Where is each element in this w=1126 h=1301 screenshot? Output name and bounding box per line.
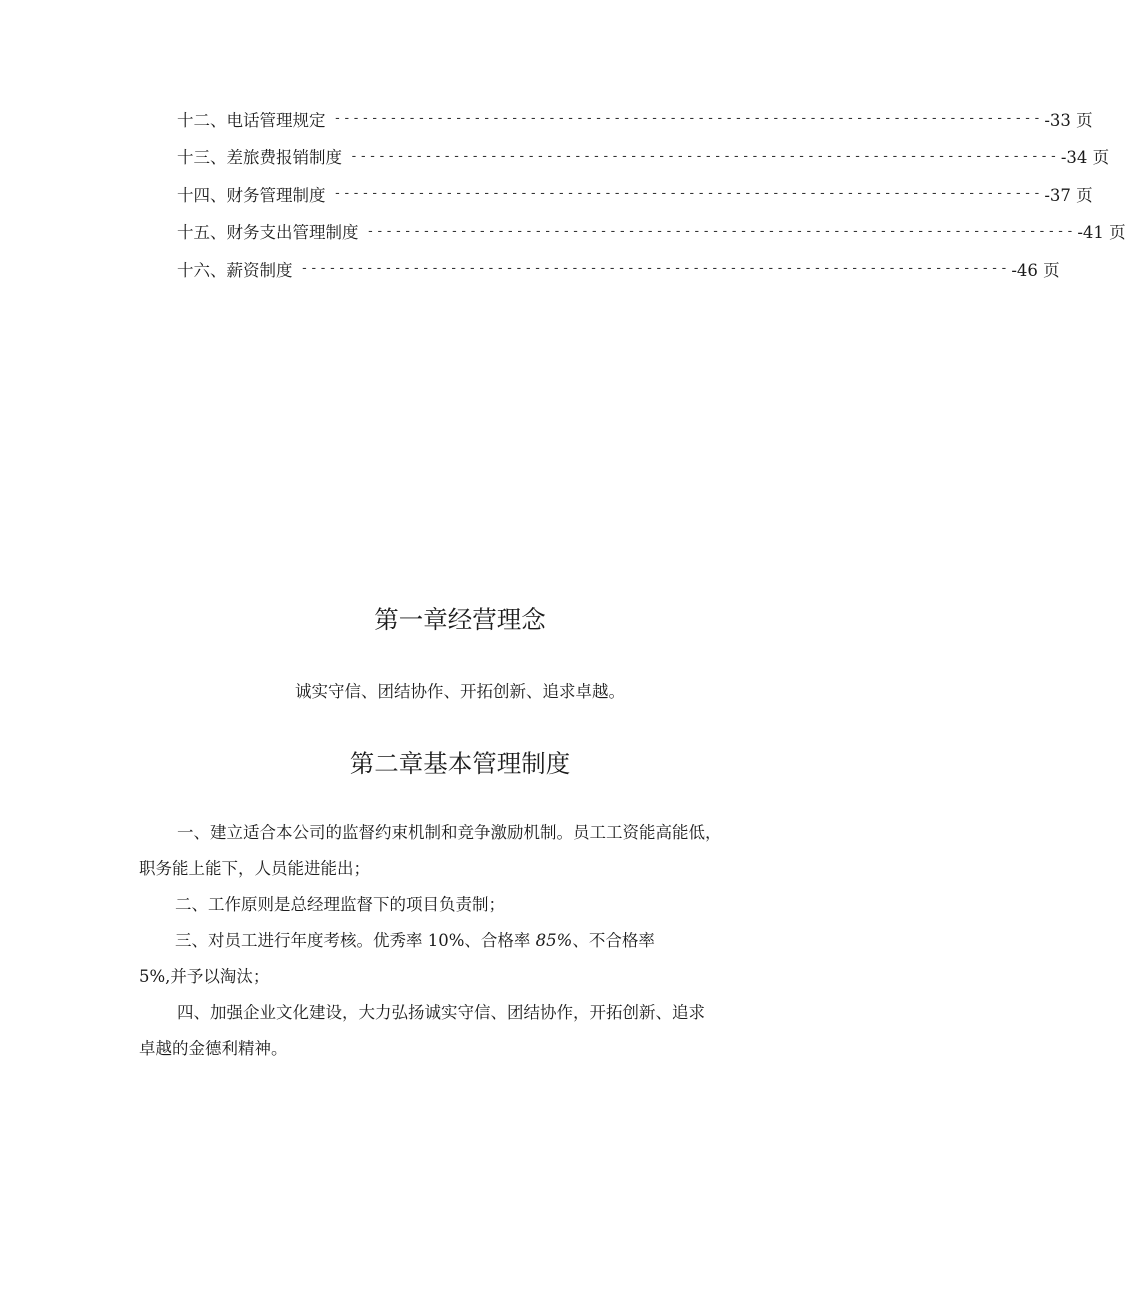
toc-entry-page: -33 页 — [1044, 110, 1093, 130]
rule-item-1-line1: 一、建立适合本公司的监督约束机制和竞争激励机制。员工工资能高能低， — [177, 823, 722, 842]
toc-entry-title: 十五、财务支出管理制度 — [177, 223, 359, 243]
toc-entry-page: -41 页 — [1077, 223, 1126, 243]
rule-item-3-text-c: 、不合格率 — [572, 931, 655, 950]
rule-item-4 — [139, 995, 801, 1067]
toc-entry[interactable] — [177, 100, 1093, 138]
table-of-contents — [177, 100, 1126, 288]
toc-entry[interactable] — [177, 175, 1093, 213]
toc-entry-page: -34 页 — [1060, 148, 1110, 168]
toc-leader-dashes: ---------------------------------------------------------------------------- — [300, 261, 1010, 277]
toc-leader-dashes: ---------------------------------------------------------------------------- — [333, 186, 1043, 202]
rule-item-4-line2: 卓越的金德利精神。 — [139, 1039, 288, 1058]
rule-item-2-line1: 二、工作原则是总经理监督下的项目负责制； — [175, 895, 505, 914]
toc-leader-dashes: ---------------------------------------------------------------------------- — [333, 111, 1043, 127]
chapter-two-title: 第二章基本管理制度 — [349, 749, 571, 778]
rule-item-4-line1: 四、加强企业文化建设，大力弘扬诚实守信、团结协作，开拓创新、追求 — [177, 1003, 705, 1022]
rule-item-3-line1 — [139, 923, 801, 959]
rule-item-3 — [139, 923, 801, 995]
toc-entry-title: 十四、财务管理制度 — [177, 185, 326, 205]
toc-leader-dashes: ---------------------------------------------------------------------------- — [366, 223, 1076, 239]
rule-item-3-text-a: 三、对员工进行年度考核。优秀率 10%、合格率 — [175, 931, 536, 950]
toc-entry-title: 十三、差旅费报销制度 — [177, 148, 342, 168]
toc-entry[interactable] — [177, 138, 1110, 176]
chapter-one-title: 第一章经营理念 — [374, 605, 546, 634]
toc-leader-dashes: ---------------------------------------------------------------------------- — [350, 148, 1059, 164]
toc-entry-page: -37 页 — [1044, 185, 1093, 205]
toc-entry-title: 十二、电话管理规定 — [177, 110, 326, 130]
rule-item-1 — [139, 815, 801, 887]
rule-item-3-pass-rate: 85% — [535, 931, 573, 950]
toc-entry-title: 十六、薪资制度 — [177, 260, 293, 280]
rule-item-3-line2: 5%,并予以淘汰； — [139, 967, 270, 986]
company-motto: 诚实守信、团结协作、开拓创新、追求卓越。 — [295, 682, 625, 701]
toc-entry[interactable] — [177, 250, 1060, 288]
toc-entry-page: -46 页 — [1011, 260, 1060, 280]
toc-entry[interactable] — [177, 213, 1126, 251]
rule-item-2 — [139, 887, 801, 923]
rule-item-1-line2: 职务能上能下，人员能进能出； — [139, 859, 370, 878]
